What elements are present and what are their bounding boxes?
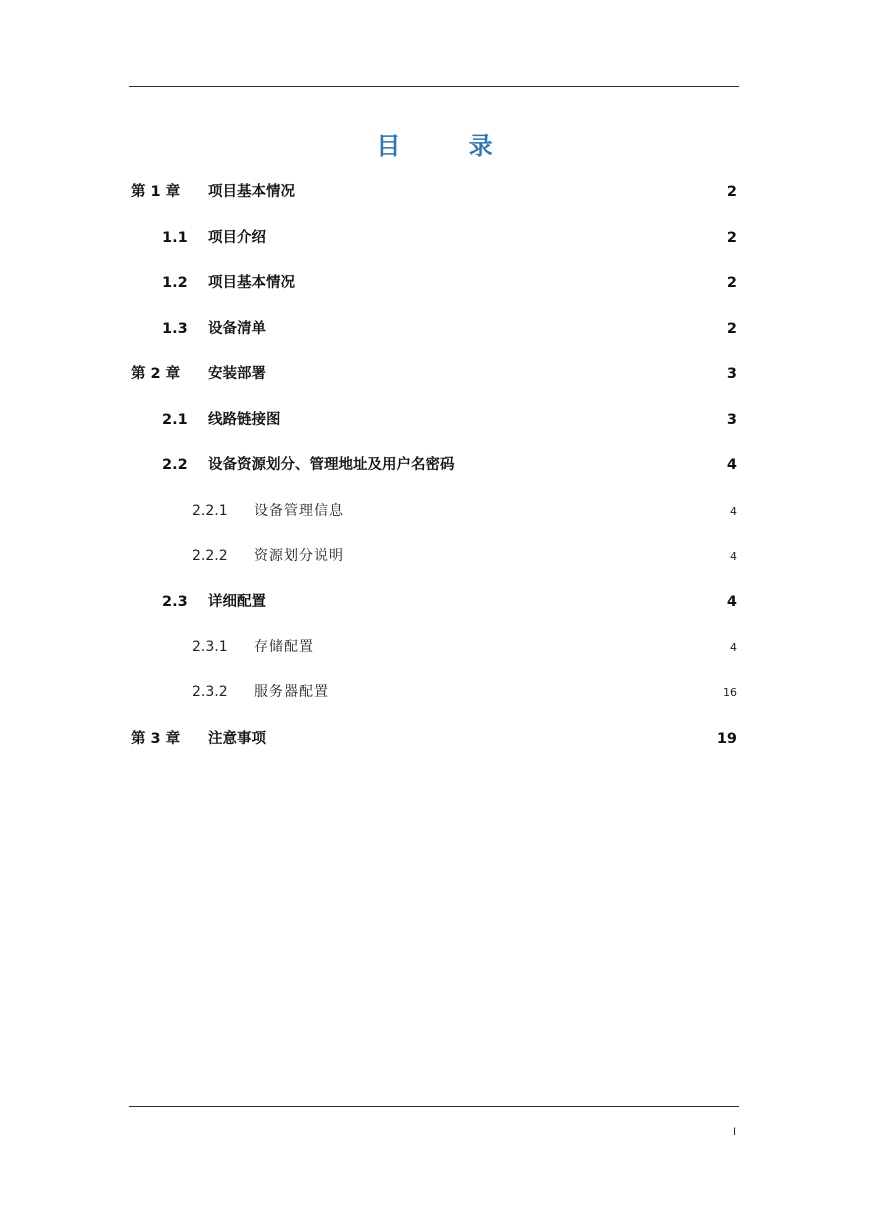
toc-entry-text: 详细配置: [208, 594, 266, 610]
toc-entry-subsection-2-2-1[interactable]: [192, 500, 737, 520]
toc-entry-chapter-3[interactable]: [131, 727, 737, 748]
toc-entry-page: 4: [730, 641, 737, 654]
toc-entry-page: 3: [726, 412, 737, 428]
toc-entry-text: 设备清单: [208, 321, 266, 337]
toc-entry-text: 线路链接图: [208, 412, 281, 428]
toc-entry-subsection-2-3-2[interactable]: [192, 681, 737, 701]
toc-entry-section-2-3[interactable]: [162, 590, 737, 611]
toc-entry-page: 4: [730, 505, 737, 518]
toc-entry-number: 第 2 章: [131, 366, 181, 382]
footer-page-number: I: [733, 1126, 737, 1138]
toc-entry-text: 安装部署: [208, 366, 266, 382]
toc-entry-text: 设备资源划分、管理地址及用户名密码: [208, 457, 455, 473]
toc-entry-text: 资源划分说明: [254, 548, 344, 564]
toc-entry-text: 项目基本情况: [208, 184, 295, 200]
toc-entry-number: 2.1: [162, 412, 188, 428]
toc-entry-section-1-1[interactable]: [162, 226, 737, 247]
toc-entry-page: 19: [716, 731, 737, 747]
toc-entry-page: 4: [730, 550, 737, 563]
toc-entry-section-1-2[interactable]: [162, 271, 737, 292]
footer-rule: [129, 1106, 739, 1107]
toc-entry-page: 2: [726, 321, 737, 337]
toc-entry-text: 设备管理信息: [254, 503, 344, 519]
toc-entry-section-1-3[interactable]: [162, 317, 737, 338]
toc-entry-number: 1.2: [162, 275, 188, 291]
toc-entry-number: 1.1: [162, 230, 188, 246]
toc-entry-number: 2.3: [162, 594, 188, 610]
toc-entry-number: 第 3 章: [131, 731, 181, 747]
toc-entry-page: 2: [726, 275, 737, 291]
toc-entry-page: 2: [726, 184, 737, 200]
toc-entry-number: 1.3: [162, 321, 188, 337]
toc-title: 目 录: [376, 132, 523, 160]
toc-entry-page: 2: [726, 230, 737, 246]
toc-entry-number: 2.2.2: [192, 548, 228, 564]
toc-entry-subsection-2-3-1[interactable]: [192, 636, 737, 656]
toc-entry-number: 2.2: [162, 457, 188, 473]
toc-entry-text: 存储配置: [254, 639, 314, 655]
toc-entry-number: 2.2.1: [192, 503, 228, 519]
toc-entry-text: 项目基本情况: [208, 275, 295, 291]
toc-entry-text: 注意事项: [208, 731, 266, 747]
toc-entry-chapter-1[interactable]: [131, 180, 737, 201]
toc-entry-text: 服务器配置: [254, 684, 329, 700]
toc-entry-page: 16: [723, 686, 737, 699]
toc-entry-page: 4: [726, 457, 737, 473]
toc-entry-chapter-2[interactable]: [131, 362, 737, 383]
toc-entry-section-2-1[interactable]: [162, 408, 737, 429]
toc-entry-page: 3: [726, 366, 737, 382]
header-rule: [129, 86, 739, 87]
toc-entry-section-2-2[interactable]: [162, 453, 737, 474]
toc-entry-page: 4: [726, 594, 737, 610]
toc-entry-number: 2.3.1: [192, 639, 228, 655]
toc-entry-subsection-2-2-2[interactable]: [192, 545, 737, 565]
toc-entry-text: 项目介绍: [208, 230, 266, 246]
toc-entry-number: 第 1 章: [131, 184, 181, 200]
toc-entry-number: 2.3.2: [192, 684, 228, 700]
